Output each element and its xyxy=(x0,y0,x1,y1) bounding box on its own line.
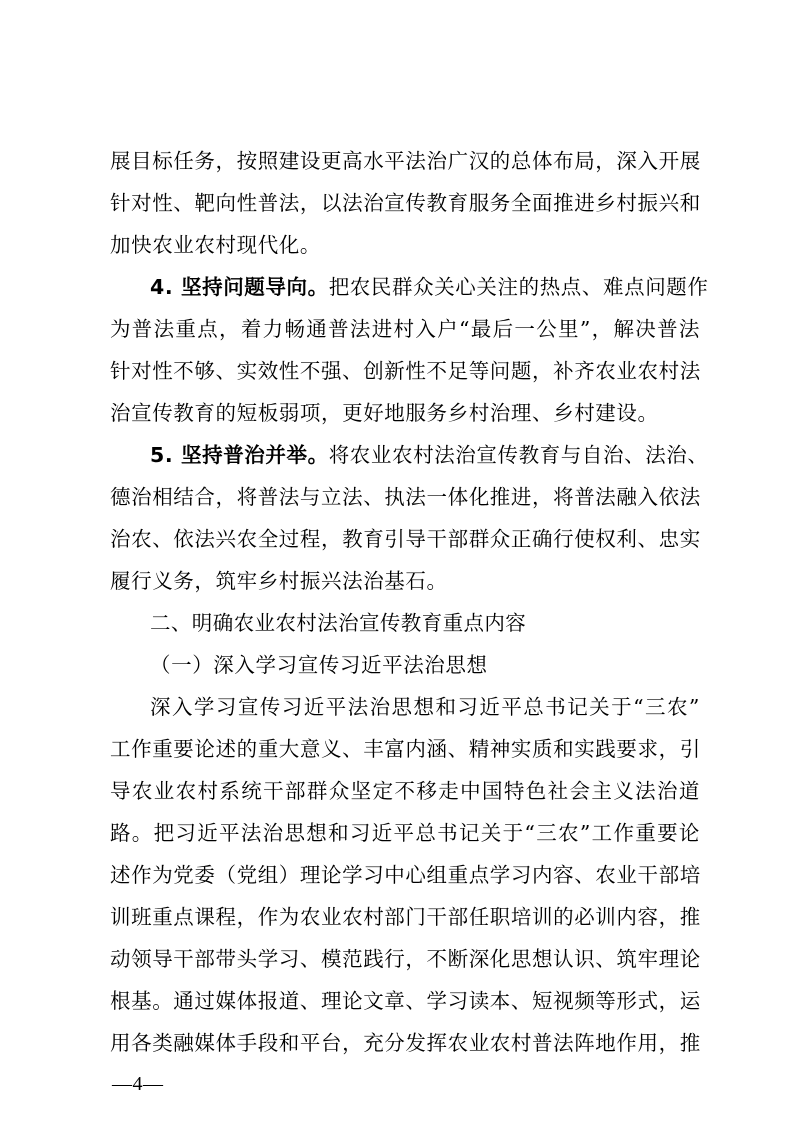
paragraph-line: 导农业农村系统干部群众坚定不移走中国特色社会主义法治道 xyxy=(110,779,700,803)
paragraph-line: 加快农业农村现代化。 xyxy=(110,233,321,257)
paragraph-line: 深入学习宣传习近平法治思想和习近平总书记关于“三农” xyxy=(150,695,700,719)
subsection-heading: （一）深入学习宣传习近平法治思想 xyxy=(150,653,488,677)
paragraph-line: 述作为党委（党组）理论学习中心组重点学习内容、农业干部培 xyxy=(110,863,701,887)
paragraph-line: 用各类融媒体手段和平台，充分发挥农业农村普法阵地作用，推 xyxy=(110,1031,701,1055)
paragraph-line: 训班重点课程，作为农业农村部门干部任职培训的必训内容，推 xyxy=(110,905,701,929)
point-heading: 5. 坚持普治并举。 xyxy=(150,443,329,467)
paragraph-line: 治宣传教育的短板弱项，更好地服务乡村治理、乡村建设。 xyxy=(110,401,659,425)
paragraph-line: 路。把习近平法治思想和习近平总书记关于“三农”工作重要论 xyxy=(110,821,700,845)
paragraph-line xyxy=(150,267,709,307)
paragraph-line: 为普法重点，着力畅通普法进村入户“最后一公里”，解决普法 xyxy=(110,317,700,341)
page-number: —4— xyxy=(112,1073,164,1095)
paragraph-line: 针对性不够、实效性不强、创新性不足等问题，补齐农业农村法 xyxy=(110,359,701,383)
paragraph-text: 把农民群众关心关注的热点、难点问题作 xyxy=(328,275,709,299)
paragraph-line: 动领导干部带头学习、模范践行，不断深化思想认识、筑牢理论 xyxy=(110,947,701,971)
paragraph-line: 根基。通过媒体报道、理论文章、学习读本、短视频等形式，运 xyxy=(110,989,701,1013)
paragraph-line: 德治相结合，将普法与立法、执法一体化推进，将普法融入依法 xyxy=(110,485,701,509)
paragraph-line xyxy=(150,435,709,475)
paragraph-text: 将农业农村法治宣传教育与自治、法治、 xyxy=(328,443,709,467)
paragraph-line: 展目标任务，按照建设更高水平法治广汉的总体布局，深入开展 xyxy=(110,149,701,173)
paragraph-line: 治农、依法兴农全过程，教育引导干部群众正确行使权利、忠实 xyxy=(110,527,701,551)
point-heading: 4. 坚持问题导向。 xyxy=(150,275,329,299)
paragraph-line: 针对性、靶向性普法，以法治宣传教育服务全面推进乡村振兴和 xyxy=(110,191,701,215)
paragraph-line: 工作重要论述的重大意义、丰富内涵、精神实质和实践要求，引 xyxy=(110,737,701,761)
section-heading: 二、明确农业农村法治宣传教育重点内容 xyxy=(150,611,527,635)
paragraph-line: 履行义务，筑牢乡村振兴法治基石。 xyxy=(110,569,448,593)
